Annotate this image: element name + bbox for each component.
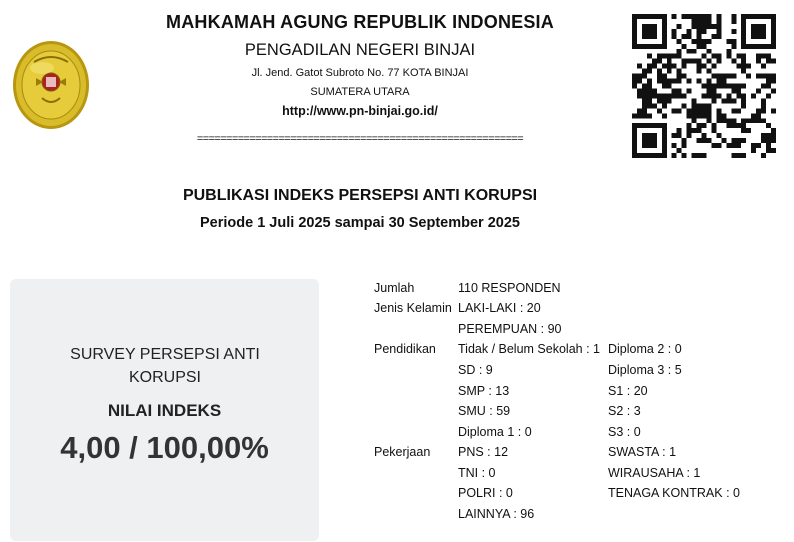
nilai-indeks-label: NILAI INDEKS <box>107 401 222 420</box>
survey-label: SURVEY PERSEPSI ANTI KORUPSI <box>70 346 260 386</box>
stat-pekerjaan-item: LAINNYA : 96 <box>458 507 535 521</box>
stat-pendidikan-item: S1 : 20 <box>608 384 648 398</box>
stat-pekerjaan-item: TNI : 0 <box>458 466 496 480</box>
institution-title: MAHKAMAH AGUNG REPUBLIK INDONESIA <box>166 12 554 32</box>
stat-pendidikan-item: Tidak / Belum Sekolah : 1 <box>458 342 600 356</box>
publication-title: PUBLIKASI INDEKS PERSEPSI ANTI KORUPSI <box>182 187 538 204</box>
stat-pendidikan-item: SD : 9 <box>458 363 493 377</box>
header-separator: ======================================================== <box>196 133 524 145</box>
stat-pekerjaan-item: PNS : 12 <box>458 445 509 459</box>
stat-pekerjaan-item: SWASTA : 1 <box>608 445 677 459</box>
publication-period: Periode 1 Juli 2025 sampai 30 September 2025 <box>200 215 520 231</box>
stat-pendidikan-item: SMP : 13 <box>458 384 510 398</box>
stat-label-jenis-kelamin: Jenis Kelamin <box>374 301 452 315</box>
court-website-link[interactable]: http://www.pn-binjai.go.id/ <box>282 104 438 118</box>
court-province: SUMATERA UTARA <box>310 86 410 98</box>
stat-label-pendidikan: Pendidikan <box>374 342 436 356</box>
stat-pekerjaan-item: WIRAUSAHA : 1 <box>608 466 701 480</box>
stat-value-jumlah: 110 RESPONDEN <box>458 281 561 295</box>
stat-label-pekerjaan: Pekerjaan <box>374 445 431 459</box>
mahkamah-agung-emblem-icon <box>12 40 90 130</box>
qr-code-icon <box>632 14 776 158</box>
court-address: Jl. Jend. Gatot Subroto No. 77 KOTA BINJAI <box>251 67 469 79</box>
nilai-indeks-value: 4,00 / 100,00% <box>60 430 269 465</box>
stat-pekerjaan-item: POLRI : 0 <box>458 486 513 500</box>
stat-pekerjaan-item: TENAGA KONTRAK : 0 <box>608 486 740 500</box>
index-card <box>10 279 319 541</box>
court-name: PENGADILAN NEGERI BINJAI <box>244 41 476 59</box>
stat-pendidikan-item: S2 : 3 <box>608 404 641 418</box>
stat-pendidikan-item: S3 : 0 <box>608 425 641 439</box>
stat-pendidikan-item: SMU : 59 <box>458 404 511 418</box>
stat-pendidikan-item: Diploma 1 : 0 <box>458 425 532 439</box>
stat-pendidikan-item: Diploma 2 : 0 <box>608 342 682 356</box>
stat-value-perempuan: PEREMPUAN : 90 <box>458 322 562 336</box>
stat-pendidikan-item: Diploma 3 : 5 <box>608 363 682 377</box>
stat-value-laki-laki: LAKI-LAKI : 20 <box>458 301 541 315</box>
stat-label-jumlah: Jumlah <box>374 281 415 295</box>
